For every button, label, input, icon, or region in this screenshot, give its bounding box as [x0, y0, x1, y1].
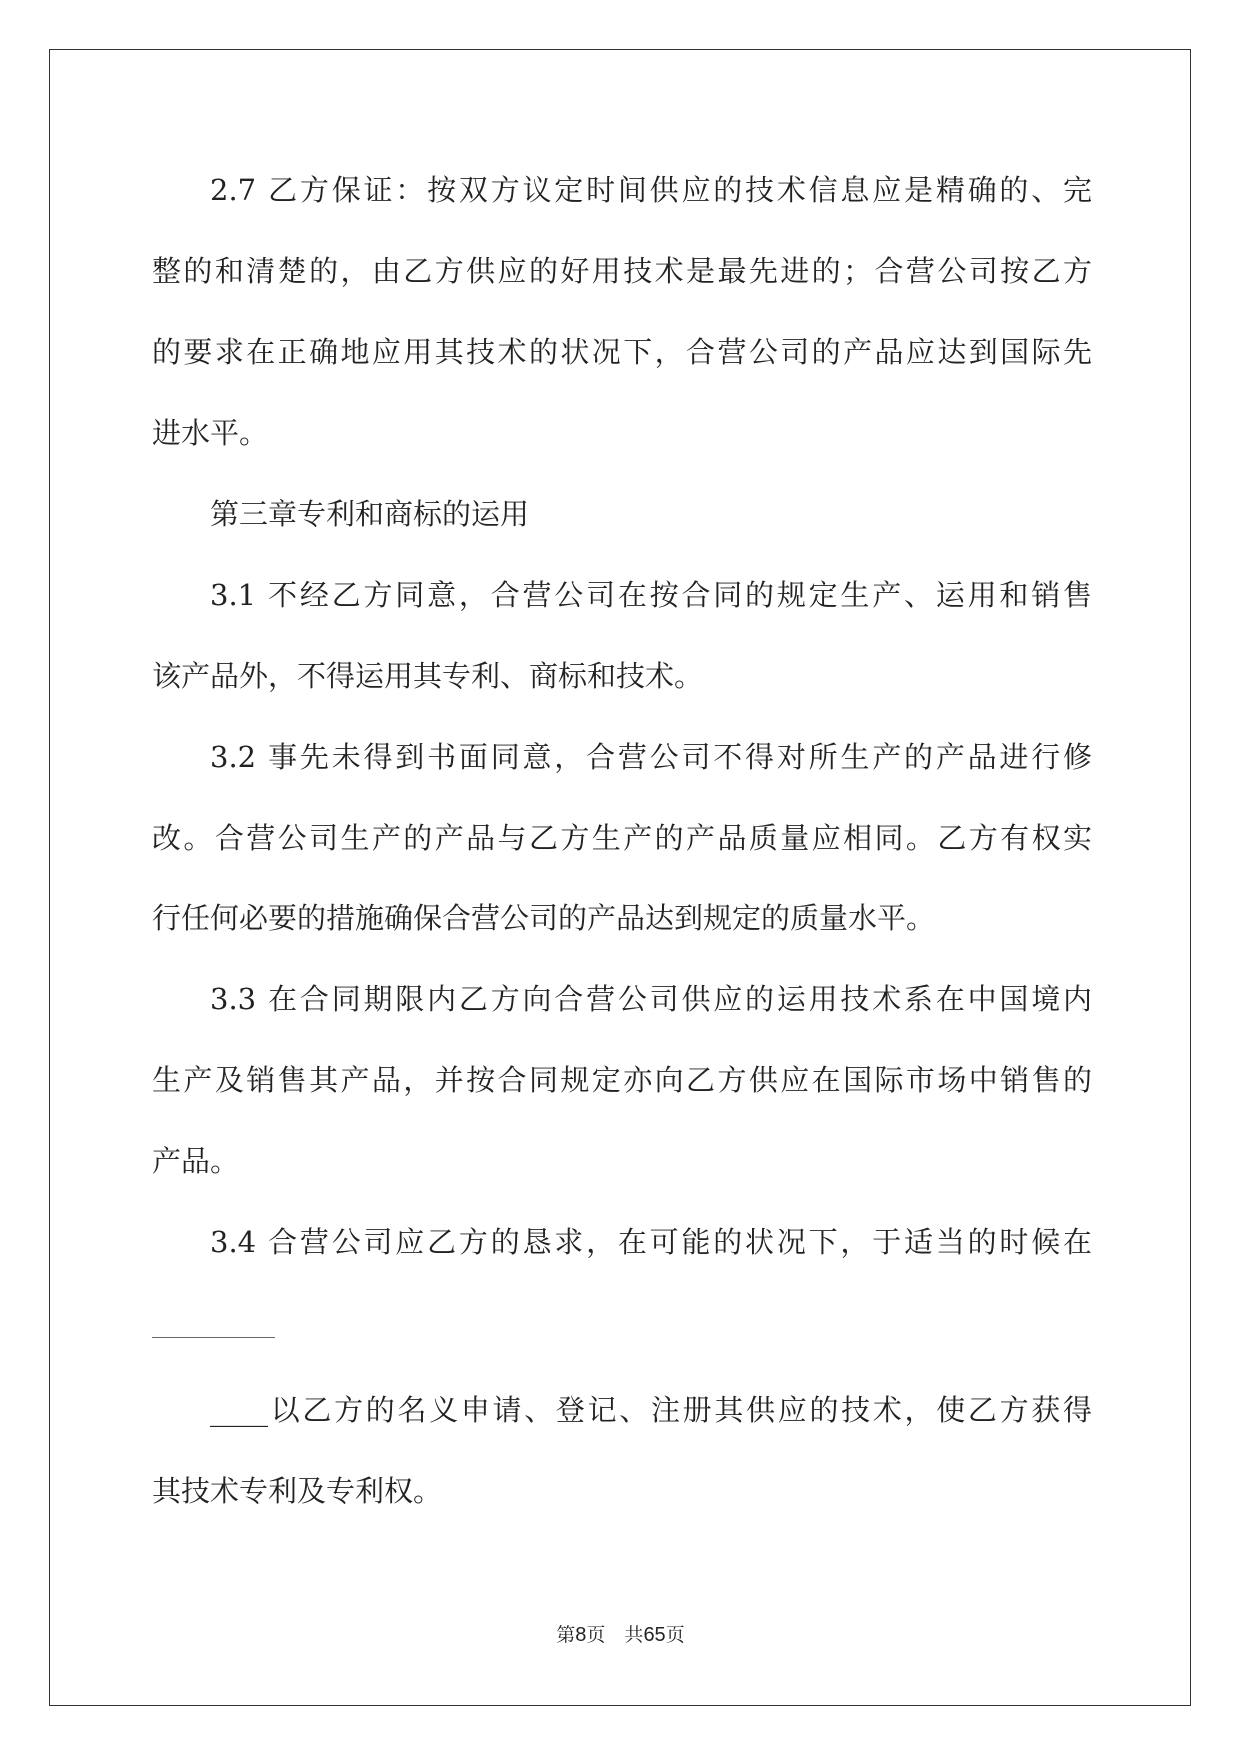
- text-line: 2.7 乙方保证：按双方议定时间供应的技术信息应是精确的、完: [210, 173, 1092, 207]
- page-border: [49, 49, 1191, 1706]
- text-line: ____以乙方的名义申请、登记、注册其供应的技术，使乙方获得: [210, 1393, 1092, 1427]
- footer-prefix: 第: [556, 1624, 576, 1646]
- footer-total-pages: 65: [643, 1624, 666, 1646]
- text-line: 3.4 合营公司应乙方的恳求，在可能的状况下，于适当的时候在: [210, 1225, 1092, 1259]
- text-line: 该产品外，不得运用其专利、商标和技术。: [152, 659, 704, 693]
- footer-page-number: 8: [575, 1624, 587, 1646]
- text-line: 进水平。: [152, 416, 269, 450]
- text-line: 其技术专利及专利权。: [152, 1474, 443, 1508]
- text-line: 3.1 不经乙方同意，合营公司在按合同的规定生产、运用和销售: [210, 578, 1092, 612]
- text-line: 的要求在正确地应用其技术的状况下，合营公司的产品应达到国际先: [152, 335, 1092, 369]
- text-line: 3.2 事先未得到书面同意，合营公司不得对所生产的产品进行修: [210, 740, 1092, 774]
- text-line: 生产及销售其产品，并按合同规定亦向乙方供应在国际市场中销售的: [152, 1063, 1092, 1097]
- blank-rule: [152, 1337, 275, 1338]
- page-footer: [0, 1623, 1241, 1647]
- text-line: 整的和清楚的，由乙方供应的好用技术是最先进的；合营公司按乙方: [152, 254, 1092, 288]
- text-line: 改。合营公司生产的产品与乙方生产的产品质量应相同。乙方有权实: [152, 821, 1092, 855]
- text-line: 3.3 在合同期限内乙方向合营公司供应的运用技术系在中国境内: [210, 982, 1092, 1016]
- text-line: 行任何必要的措施确保合营公司的产品达到规定的质量水平。: [152, 901, 936, 935]
- footer-suffix: 页: [665, 1624, 685, 1646]
- footer-mid: 页 共: [586, 1624, 644, 1646]
- chapter-heading: 第三章专利和商标的运用: [210, 497, 530, 531]
- text-line: 产品。: [152, 1144, 240, 1178]
